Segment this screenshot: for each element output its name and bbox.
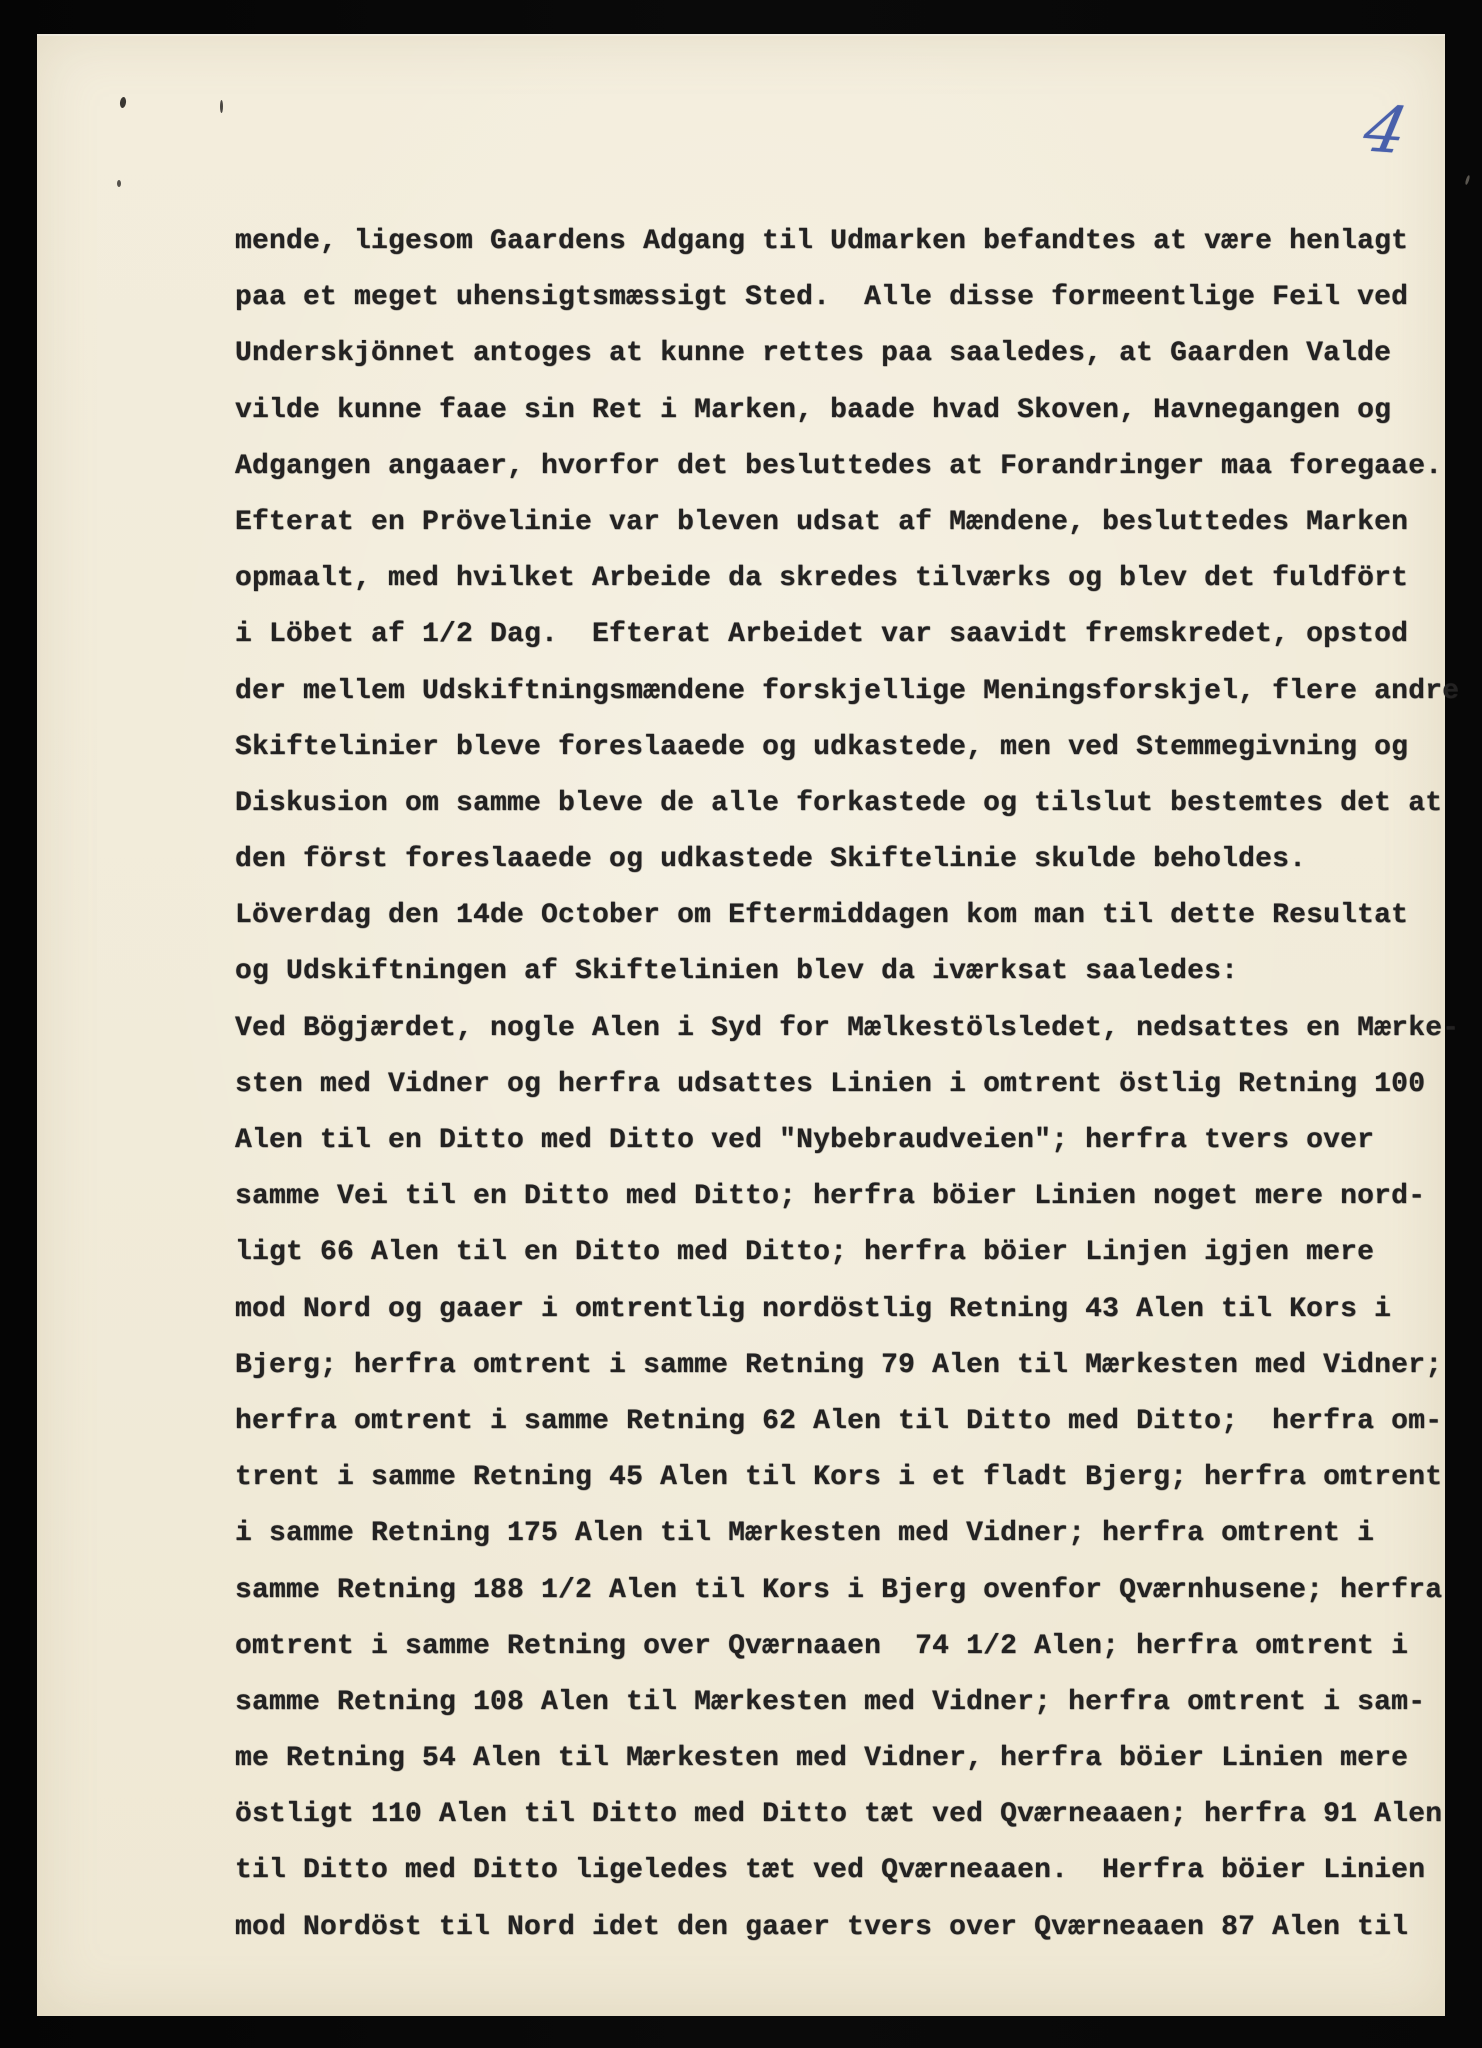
text-line: samme Vei til en Ditto med Ditto; herfra böier Linien noget mere nord- [235,1181,1426,1213]
document-page [37,34,1460,2016]
text-line: samme Retning 108 Alen til Mærkesten med Vidner; herfra omtrent i sam- [235,1686,1426,1718]
text-line: Bjerg; herfra omtrent i samme Retning 79 Alen til Mærkesten med Vidner; [235,1349,1443,1381]
text-line: herfra omtrent i samme Retning 62 Alen til Ditto med Ditto; herfra om- [235,1405,1443,1437]
text-line: trent i samme Retning 45 Alen til Kors i et fladt Bjerg; herfra omtrent [235,1462,1443,1494]
text-line: og Udskiftningen af Skiftelinien blev da iværksat saaledes: [235,956,1239,988]
text-line: Underskjönnet antoges at kunne rettes paa saaledes, at Gaarden Valde [235,338,1392,370]
paper-speck [119,97,126,109]
text-line: Adgangen angaaer, hvorfor det besluttedes at Forandringer maa foregaae. [235,450,1443,482]
text-line: Efterat en Prövelinie var bleven udsat af Mændene, besluttedes Marken [235,506,1409,538]
paper-speck [220,100,223,113]
text-line: samme Retning 188 1/2 Alen til Kors i Bjerg ovenfor Qværnhusene; herfra [235,1574,1443,1606]
text-line: paa et meget uhensigtsmæssigt Sted. Alle disse formeentlige Feil ved [235,282,1409,314]
text-line: omtrent i samme Retning over Qværnaaen 74 1/2 Alen; herfra omtrent i [235,1630,1409,1662]
text-line: i samme Retning 175 Alen til Mærkesten med Vidner; herfra omtrent i [235,1518,1375,1550]
text-line: mod Nordöst til Nord idet den gaaer tvers over Qværneaaen 87 Alen til [235,1911,1409,1943]
text-line: vilde kunne faae sin Ret i Marken, baade hvad Skoven, Havnegangen og [235,394,1392,426]
text-line: sten med Vidner og herfra udsattes Linien i omtrent östlig Retning 100 [235,1068,1426,1100]
text-line: der mellem Udskiftningsmændene forskjellige Meningsforskjel, flere andre [235,675,1460,707]
text-line: Ved Bögjærdet, nogle Alen i Syd for Mælkestölsledet, nedsattes en Mærke- [235,1012,1460,1044]
handwritten-page-number: 4 [1357,92,1414,169]
text-line: til Ditto med Ditto ligeledes tæt ved Qværneaaen. Herfra böier Linien [235,1855,1426,1887]
text-line: mod Nord og gaaer i omtrentlig nordöstlig Retning 43 Alen til Kors i [235,1293,1392,1325]
typewritten-text-block [235,214,1465,1956]
text-line: me Retning 54 Alen til Mærkesten med Vidner, herfra böier Linien mere [235,1743,1409,1775]
text-line: östligt 110 Alen til Ditto med Ditto tæt ved Qværneaaen; herfra 91 Alen [235,1799,1443,1831]
text-line: i Löbet af 1/2 Dag. Efterat Arbeidet var saavidt fremskredet, opstod [235,619,1409,651]
text-line: Löverdag den 14de October om Eftermiddagen kom man til dette Resultat [235,900,1409,932]
text-line: Diskusion om samme bleve de alle forkastede og tilslut bestemtes det at [235,787,1443,819]
text-line: den först foreslaaede og udkastede Skiftelinie skulde beholdes. [235,844,1307,876]
text-line: ligt 66 Alen til en Ditto med Ditto; herfra böier Linjen igjen mere [235,1237,1375,1269]
paper-speck [117,180,121,187]
text-line: opmaalt, med hvilket Arbeide da skredes tilværks og blev det fuldfört [235,563,1409,595]
paper-speck [1465,175,1471,185]
text-line: Skiftelinier bleve foreslaaede og udkastede, men ved Stemmegivning og [235,731,1409,763]
text-line: Alen til en Ditto med Ditto ved "Nybebraudveien"; herfra tvers over [235,1125,1375,1156]
text-line: mende, ligesom Gaardens Adgang til Udmarken befandtes at være henlagt [235,226,1409,257]
